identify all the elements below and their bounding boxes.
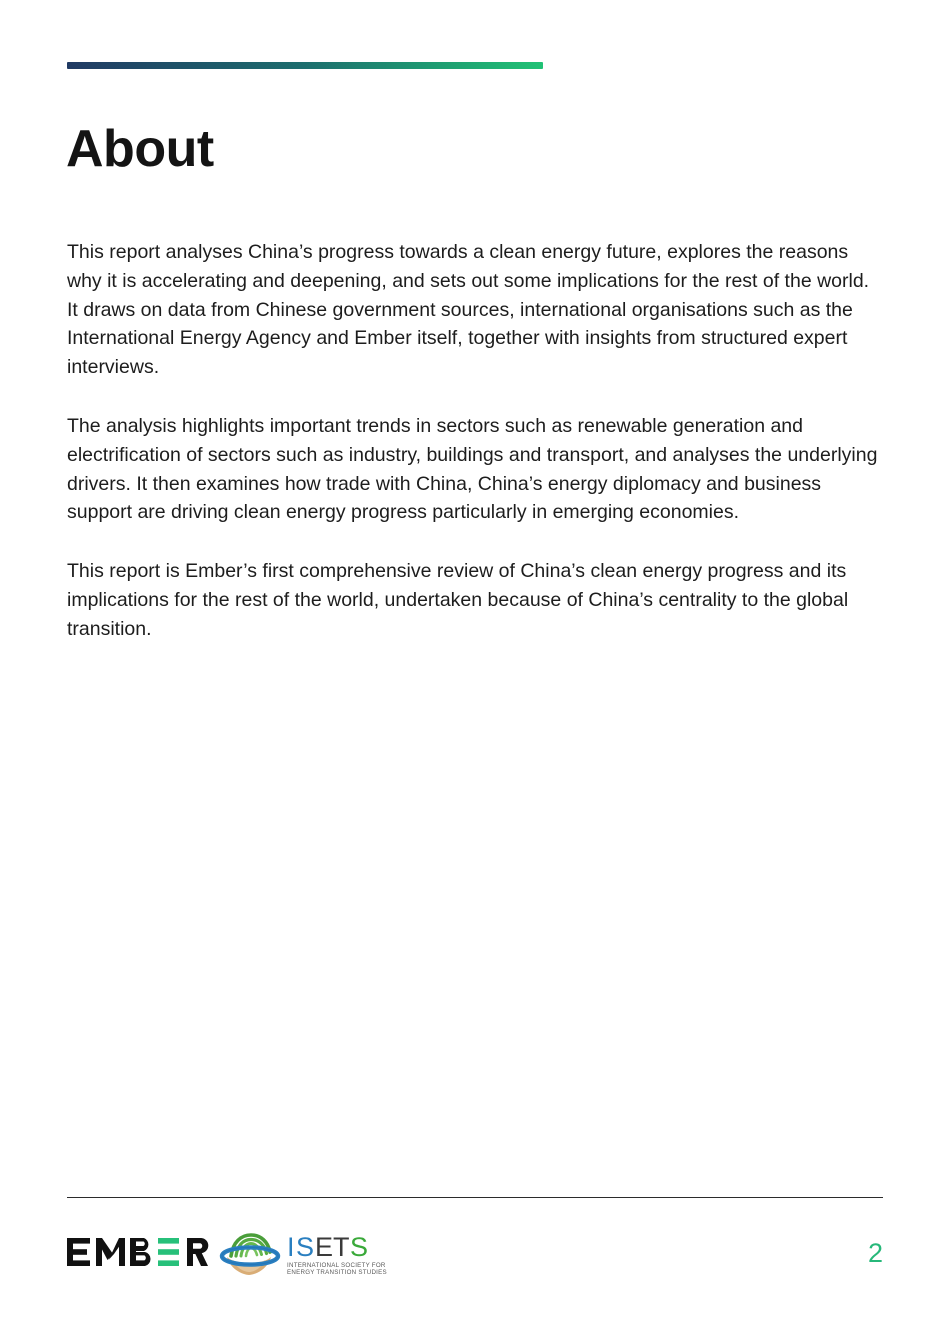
isets-logo: [209, 1229, 407, 1277]
svg-text:E: E: [315, 1232, 335, 1262]
paragraph-2: The analysis highlights important trends in sectors such as renewable generation and electrification of sectors such as industry, buildings and transport, and analyses the underlying drivers. It then examines how trade with China, China’s energy diplomacy and business support are driving clean energy progress particularly in emerging economies.: [67, 414, 878, 524]
paragraph-1: This report analyses China’s progress towards a clean energy future, explores the reasons why it is accelerating and deepening, and sets out some implications for the rest of the world. It draws on data from Chinese government sources, international organisations such as the International Energy Agency and Ember itself, together with insights from structured expert interviews.: [67, 241, 870, 379]
svg-text:I: I: [287, 1232, 296, 1262]
about-body-text: [67, 238, 883, 644]
paragraph-3: This report is Ember’s first comprehensive review of China’s clean energy progress and its implications for the rest of the world, undertaken because of China’s centrality to the global transition.: [67, 560, 849, 640]
page-number: 2: [867, 1238, 883, 1268]
svg-text:S: S: [296, 1232, 316, 1262]
page-title: About: [66, 120, 214, 178]
isets-tagline: [287, 1262, 387, 1276]
isets-globe-mark: [222, 1235, 278, 1275]
svg-text:ENERGY TRANSITION STUDIES: ENERGY TRANSITION STUDIES: [287, 1269, 387, 1276]
footer-content: [67, 1229, 883, 1289]
ember-accent-e: [158, 1238, 179, 1266]
footer-divider: [67, 1197, 883, 1198]
ember-logo: [67, 1235, 209, 1269]
page-footer: [0, 1197, 950, 1344]
svg-text:INTERNATIONAL SOCIETY FOR: INTERNATIONAL SOCIETY FOR: [287, 1262, 386, 1269]
svg-text:T: T: [333, 1232, 351, 1262]
isets-wordmark: [287, 1232, 369, 1262]
svg-text:S: S: [350, 1232, 370, 1262]
header-gradient-rule: [67, 62, 543, 69]
